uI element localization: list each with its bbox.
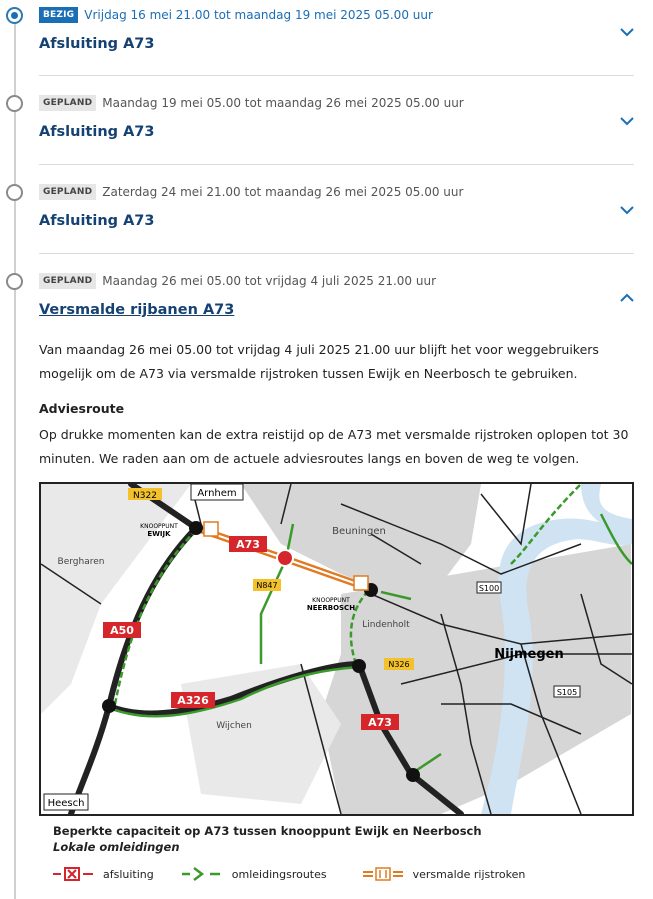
status-badge: BEZIG — [39, 7, 78, 23]
svg-text:S105: S105 — [556, 688, 578, 697]
svg-text:KNOOPPUNT: KNOOPPUNT — [312, 597, 350, 604]
svg-text:Nijmegen: Nijmegen — [494, 647, 564, 662]
svg-text:S100: S100 — [478, 584, 500, 593]
timeline-line — [14, 14, 16, 899]
advies-heading: Adviesroute — [39, 401, 125, 416]
route-map — [39, 482, 634, 816]
map-graphic — [41, 484, 632, 814]
event-date: Maandag 19 mei 05.00 tot maandag 26 mei 2025 05.00 uur — [102, 96, 464, 110]
legend-closure — [53, 866, 154, 882]
event-date: Zaterdag 24 mei 21.00 tot maandag 26 mei 2025 05.00 uur — [102, 185, 464, 199]
event-title[interactable]: Afsluiting A73 — [39, 124, 155, 140]
map-legend — [53, 864, 545, 884]
junction-n326 — [352, 659, 366, 673]
status-badge: GEPLAND — [39, 184, 96, 200]
closure-x-icon — [53, 866, 93, 882]
event-2[interactable] — [39, 95, 634, 140]
svg-text:Beuningen: Beuningen — [332, 526, 386, 537]
narrowing-icon-ewijk — [204, 522, 218, 536]
event-description: Van maandag 26 mei 05.00 tot vrijdag 4 juli 2025 21.00 uur blijft het voor weggebruikers mogelijk om de A73 via versmalde rijstroken tussen Ewijk en Neerbosch te gebruiken. — [39, 342, 599, 381]
chevron-up-icon[interactable] — [619, 292, 635, 304]
svg-text:Bergharen: Bergharen — [57, 557, 105, 567]
timeline-dot-active — [6, 7, 23, 24]
event-title[interactable]: Versmalde rijbanen A73 — [39, 302, 235, 318]
event-3[interactable] — [39, 184, 634, 229]
junction-south — [406, 768, 420, 782]
svg-text:Heesch: Heesch — [47, 798, 85, 809]
legend-narrowing — [363, 866, 526, 882]
event-date: Vrijdag 16 mei 21.00 tot maandag 19 mei 2025 05.00 uur — [84, 8, 433, 22]
separator — [39, 164, 634, 165]
legend-label: omleidingsroutes — [231, 867, 327, 881]
svg-text:N322: N322 — [133, 491, 157, 501]
status-badge: GEPLAND — [39, 273, 96, 289]
svg-text:Wijchen: Wijchen — [216, 721, 252, 731]
legend-detour — [182, 866, 327, 882]
separator — [39, 75, 634, 76]
chevron-down-icon[interactable] — [619, 26, 635, 38]
event-date: Maandag 26 mei 05.00 tot vrijdag 4 juli 2025 21.00 uur — [102, 274, 436, 288]
svg-text:A73: A73 — [368, 716, 392, 729]
timeline-dot — [6, 184, 23, 201]
map-caption-title: Beperkte capaciteit op A73 tussen knooppunt Ewijk en Neerbosch — [53, 824, 482, 838]
svg-text:A73: A73 — [236, 538, 260, 551]
separator — [39, 253, 634, 254]
svg-text:N847: N847 — [256, 581, 278, 590]
detour-arrow-icon — [182, 866, 222, 882]
chevron-down-icon[interactable] — [619, 115, 635, 127]
svg-text:A326: A326 — [177, 694, 209, 707]
svg-text:N326: N326 — [388, 660, 410, 669]
timeline-dot — [6, 273, 23, 290]
svg-text:Lindenholt: Lindenholt — [362, 620, 410, 630]
event-title[interactable]: Afsluiting A73 — [39, 36, 155, 52]
svg-text:A50: A50 — [110, 624, 134, 637]
event-title[interactable]: Afsluiting A73 — [39, 213, 155, 229]
svg-text:KNOOPPUNT: KNOOPPUNT — [140, 523, 178, 530]
junction-a50-a326 — [102, 699, 116, 713]
advies-text: Op drukke momenten kan de extra reistijd op de A73 met versmalde rijstroken oplopen tot 30 minuten. We raden aan om de actuele adviesroutes langs en boven de weg te volgen. — [39, 427, 629, 466]
narrowing-icon-neerbosch — [354, 576, 368, 590]
svg-text:NEERBOSCH: NEERBOSCH — [306, 604, 356, 612]
timeline-dot — [6, 95, 23, 112]
legend-label: afsluiting — [103, 867, 154, 881]
svg-text:Arnhem: Arnhem — [197, 488, 237, 499]
status-badge: GEPLAND — [39, 95, 96, 111]
event-1[interactable] — [39, 7, 634, 52]
closure-point — [277, 550, 293, 566]
event-4[interactable] — [39, 273, 634, 318]
svg-text:EWIJK: EWIJK — [147, 530, 171, 538]
map-caption-subtitle: Lokale omleidingen — [53, 840, 180, 854]
junction-ewijk — [189, 521, 203, 535]
legend-label: versmalde rijstroken — [412, 867, 526, 881]
chevron-down-icon[interactable] — [619, 204, 635, 216]
narrowing-icon — [363, 866, 403, 882]
